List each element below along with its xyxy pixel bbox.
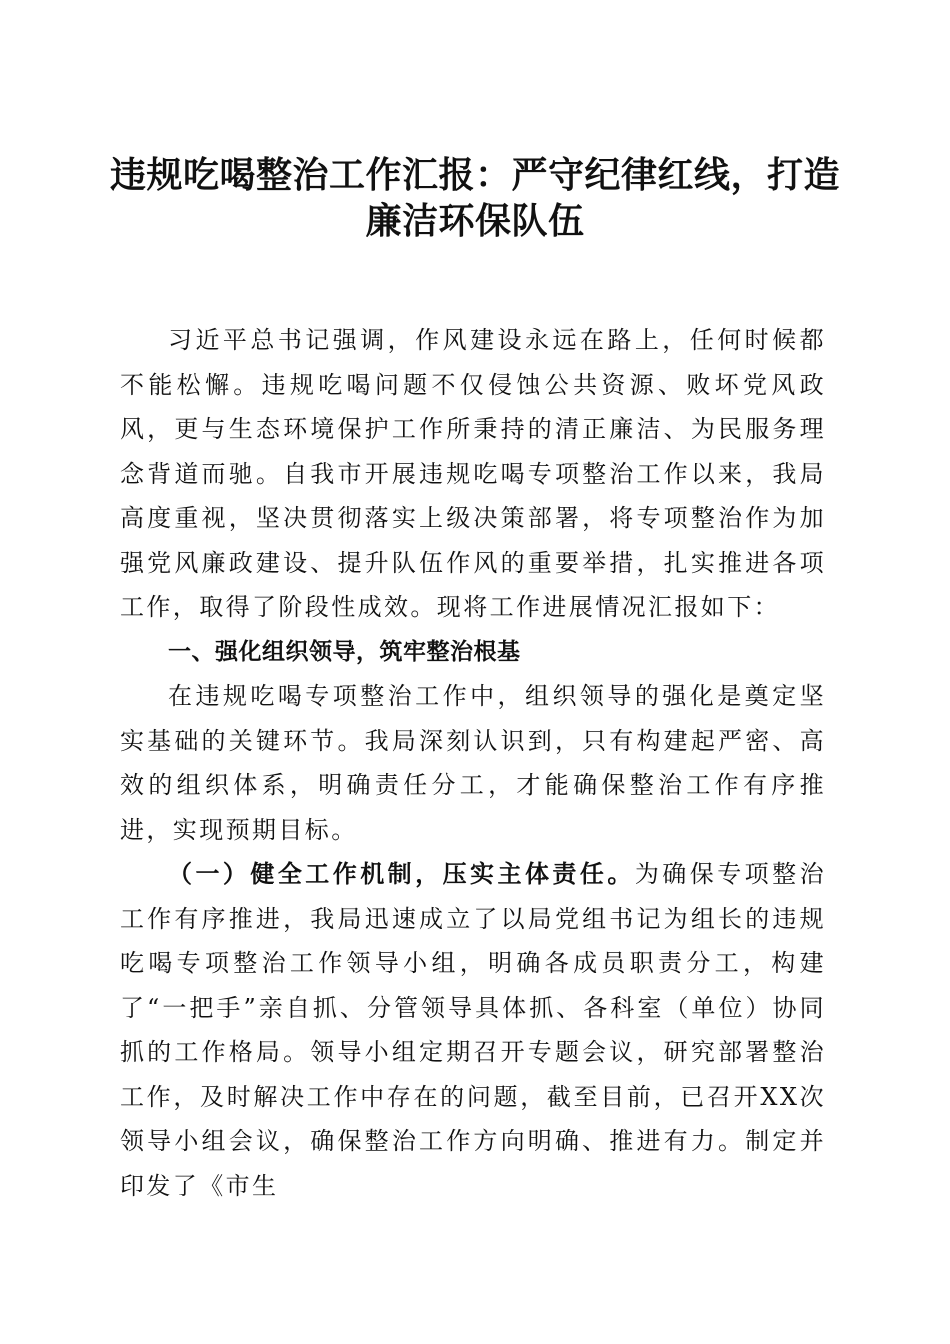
subsection-1-body: 为确保专项整治工作有序推进，我局迅速成立了以局党组书记为组长的违规吃喝专项整治工作领导小组，明确各成员职责分工，构建了“一把手”亲自抓、分管领导具体抓、各科室（单位）协同抓的工作格局。领导小组定期召开专题会议，研究部署整治工作，及时解决工作中存在的问题，截至目前，已召开XX次领导小组会议，确保整治工作方向明确、推进有力。制定并印发了《市生 <box>120 860 826 1200</box>
section-heading-1: 一、强化组织领导，筑牢整治根基 <box>168 638 521 665</box>
intro-paragraph: 习近平总书记强调，作风建设永远在路上，任何时候都不能松懈。违规吃喝问题不仅侵蚀公共资源、败坏党风政风，更与生态环境保护工作所秉持的清正廉洁、为民服务理念背道而驰。自我市开展违规吃喝专项整治工作以来，我局高度重视，坚决贯彻落实上级决策部署，将专项整治作为加强党风廉政建设、提升队伍作风的重要举措，扎实推进各项工作，取得了阶段性成效。现将工作进展情况汇报如下： <box>120 326 826 621</box>
section-1-paragraph: 在违规吃喝专项整治工作中，组织领导的强化是奠定坚实基础的关键环节。我局深刻认识到，只有构建起严密、高效的组织体系，明确责任分工，才能确保整治工作有序推进，实现预期目标。 <box>120 682 826 844</box>
subsection-heading-1: （一）健全工作机制，压实主体责任。 <box>168 859 635 888</box>
subsection-1-paragraph <box>120 852 826 1208</box>
document-title: 违规吃喝整治工作汇报：严守纪律红线，打造廉洁环保队伍 <box>109 154 840 242</box>
document-body <box>120 318 826 1208</box>
